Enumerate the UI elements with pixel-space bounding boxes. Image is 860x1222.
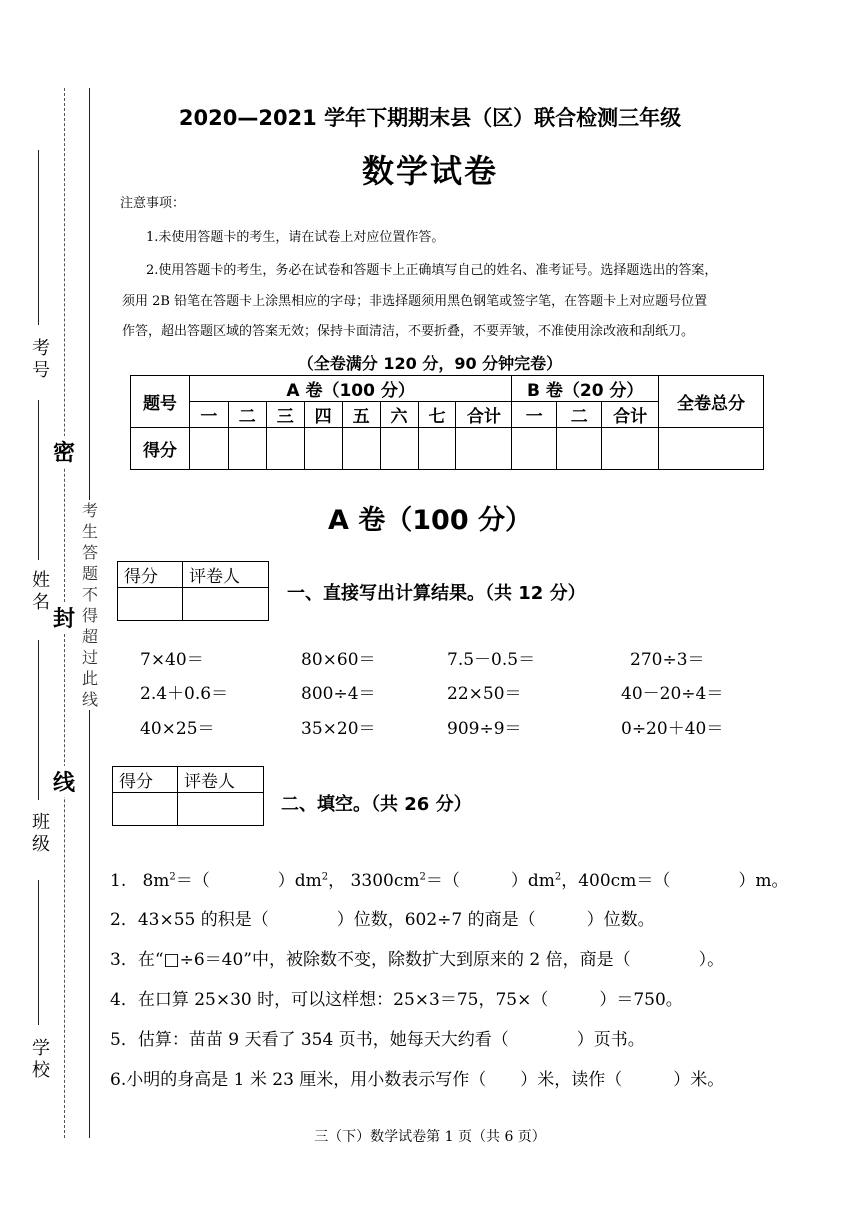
seal-char-xian: 线: [53, 766, 75, 797]
total-score-header: 全卷总分: [659, 376, 764, 428]
score-cell[interactable]: [512, 428, 557, 470]
calc-3-3: 909÷9＝: [447, 719, 522, 739]
score-cell[interactable]: [342, 428, 380, 470]
score-table: [130, 375, 764, 470]
score-cell[interactable]: [380, 428, 418, 470]
b-col-1: 一: [512, 402, 557, 428]
a-col-7: 七: [418, 402, 456, 428]
notice-heading: 注意事项：: [120, 196, 186, 211]
label-xingming: 姓名: [29, 570, 50, 614]
question-3: 3．在“□÷6＝40”中，被除数不变，除数扩大到原来的 2 倍，商是（ ）。: [110, 950, 725, 970]
notice-line-4: 作答，超出答题区域的答案无效；保持卡面清洁，不要折叠，不要弄皱，不准使用涂改液和刮纸刀。: [122, 324, 695, 339]
b-col-2: 二: [557, 402, 602, 428]
score-cell[interactable]: [418, 428, 456, 470]
q1-sup-4: 2: [554, 871, 562, 883]
score-cell[interactable]: [659, 428, 764, 470]
grader-box-score-label: 得分: [113, 767, 178, 793]
a-col-3: 三: [266, 402, 304, 428]
q1-number: 1.: [110, 871, 127, 891]
part2-title: 二、填空。（共 26 分）: [281, 794, 472, 815]
q1-part-c: ， 3300cm: [328, 871, 420, 891]
calc-2-1: 2.4＋0.6＝: [140, 684, 229, 704]
calc-3-4: 0÷20＋40＝: [621, 719, 724, 739]
score-cell[interactable]: [266, 428, 304, 470]
calc-1-1: 7×40＝: [140, 650, 204, 670]
label-kaohao: 考号: [29, 338, 50, 382]
q1-sup-2: 2: [321, 871, 329, 883]
q1-part-b: ＝（ ）dm: [175, 871, 322, 891]
score-cell[interactable]: [456, 428, 512, 470]
question-1: [110, 866, 788, 891]
grader-box-2: [112, 766, 264, 826]
q1-part-e: ，400cm＝（ ）m。: [561, 871, 789, 891]
a-col-total: 合计: [456, 402, 512, 428]
grader-box-grader-label: 评卷人: [178, 767, 264, 793]
q1-part-d: ＝（ ）dm: [425, 871, 555, 891]
label-banji: 班级: [29, 812, 50, 856]
a-col-5: 五: [342, 402, 380, 428]
score-cell[interactable]: [304, 428, 342, 470]
a-col-1: 一: [189, 402, 228, 428]
calc-1-3: 7.5－0.5＝: [447, 650, 536, 670]
a-col-4: 四: [304, 402, 342, 428]
grader-box-score-label: 得分: [118, 562, 183, 588]
q1-sup-1: 2: [169, 871, 176, 883]
calc-2-3: 22×50＝: [447, 684, 522, 704]
score-cell[interactable]: [189, 428, 228, 470]
page-footer: 三（下）数学试卷第 1 页（共 6 页）: [314, 1129, 546, 1145]
grader-name-cell[interactable]: [178, 793, 264, 826]
notice-line-1: 1.未使用答题卡的考生，请在试卷上对应位置作答。: [146, 230, 445, 245]
notice-line-2: 2.使用答题卡的考生，务必在试卷和答题卡上正确填写自己的姓名、准考证号。选择题选出的答案，: [146, 263, 718, 278]
grader-box-1: [117, 561, 269, 621]
calc-3-1: 40×25＝: [140, 719, 215, 739]
section-a-title: A 卷（100 分）: [327, 505, 533, 536]
b-col-total: 合计: [602, 402, 659, 428]
part1-title: 一、直接写出计算结果。（共 12 分）: [287, 583, 586, 604]
grader-score-cell[interactable]: [113, 793, 178, 826]
grader-score-cell[interactable]: [118, 588, 183, 621]
q1-sup-3: 2: [419, 871, 426, 883]
calc-1-4: 270÷3＝: [630, 650, 705, 670]
question-4: 4．在口算 25×30 时，可以这样想：25×3＝75，75×（ ）＝750。: [110, 990, 683, 1010]
grader-box-grader-label: 评卷人: [183, 562, 269, 588]
a-col-2: 二: [228, 402, 266, 428]
calc-1-2: 80×60＝: [301, 650, 376, 670]
xingming-line-bottom: [38, 640, 39, 800]
question-5: 5．估算：苗苗 9 天看了 354 页书，她每天大约看（ ）页书。: [110, 1030, 645, 1050]
calc-3-2: 35×20＝: [301, 719, 376, 739]
calc-2-4: 40－20÷4＝: [621, 684, 724, 704]
a-volume-header: A 卷（100 分）: [189, 376, 511, 402]
exam-title: 2020—2021 学年下期期末县（区）联合检测三年级: [178, 106, 682, 130]
binding-warning: 考生答题不得超过此线: [81, 501, 98, 709]
grader-name-cell[interactable]: [183, 588, 269, 621]
defen-label: 得分: [131, 428, 190, 470]
tihao-header: 题号: [131, 376, 190, 428]
calc-2-2: 800÷4＝: [301, 684, 376, 704]
exam-info: （全卷满分 120 分，90 分钟完卷）: [297, 354, 563, 373]
score-cell[interactable]: [602, 428, 659, 470]
question-2: 2．43×55 的积是（ ）位数，602÷7 的商是（ ）位数。: [110, 910, 655, 930]
seal-char-feng: 封: [53, 602, 75, 633]
banji-line: [38, 880, 39, 1025]
score-cell[interactable]: [228, 428, 266, 470]
score-cell[interactable]: [557, 428, 602, 470]
q1-part-a: 8m: [142, 871, 170, 891]
exam-subtitle: 数学试卷: [361, 152, 498, 190]
seal-char-mi: 密: [53, 436, 75, 467]
label-xuexiao: 学校: [29, 1038, 50, 1082]
question-6: 6.小明的身高是 1 米 23 厘米，用小数表示写作（ ）米，读作（ ）米。: [110, 1070, 725, 1090]
b-volume-header: B 卷（20 分）: [512, 376, 659, 402]
a-col-6: 六: [380, 402, 418, 428]
notice-line-3: 须用 2B 铅笔在答题卡上涂黑相应的字母；非选择题须用黑色钢笔或签字笔，在答题卡上对应题号位置: [122, 294, 708, 309]
